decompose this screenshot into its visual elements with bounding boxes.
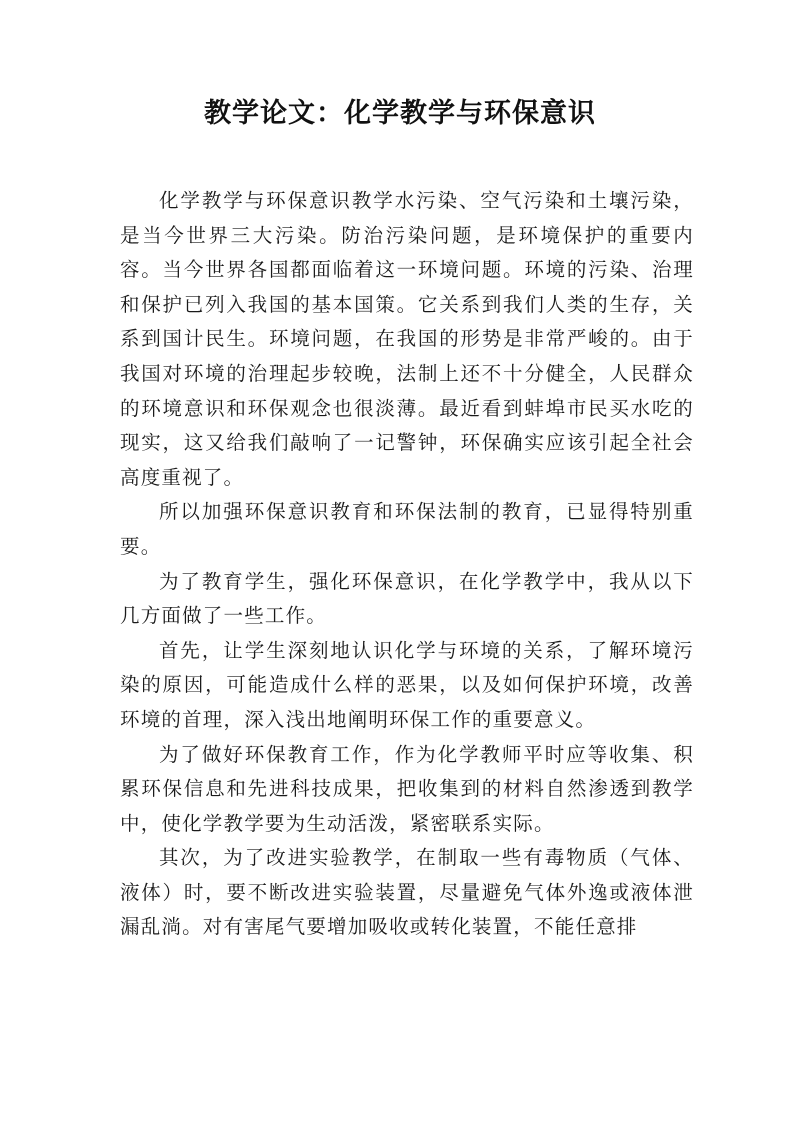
paragraph: 化学教学与环保意识教学水污染、空气污染和土壤污染，是当今世界三大污染。防治污染问题，是环境保护的重要内容。当今世界各国都面临着这一环境问题。环境的污染、治理和保护已列入我国的基本国策。它关系到我们人类的生存，关系到国计民生。环境问题，在我国的形势是非常严峻的。由于我国对环境的治理起步较晚，法制上还不十分健全，人民群众的环境意识和环保观念也很淡薄。最近看到蚌埠市民买水吃的现实，这又给我们敲响了一记警钟，环保确实应该引起全社会高度重视了。 (120, 189, 694, 489)
paragraph: 为了做好环保教育工作，作为化学教师平时应等收集、积累环保信息和先进科技成果，把收集到的材料自然渗透到教学中，使化学教学要为生动活泼，紧密联系实际。 (120, 742, 694, 835)
paragraph: 其次，为了改进实验教学，在制取一些有毒物质（气体、液体）时，要不断改进实验装置，尽量避免气体外逸或液体泄漏乱淌。对有害尾气要增加吸收或转化装置，不能任意排 (120, 846, 694, 939)
paragraph: 为了教育学生，强化环保意识，在化学教学中，我从以下几方面做了一些工作。 (120, 569, 694, 628)
paragraph: 首先，让学生深刻地认识化学与环境的关系，了解环境污染的原因，可能造成什么样的恶果，以及如何保护环境，改善环境的首理，深入浅出地阐明环保工作的重要意义。 (120, 638, 694, 731)
document-title: 教学论文：化学教学与环保意识 (204, 98, 596, 129)
paragraph: 所以加强环保意识教育和环保法制的教育，已显得特别重要。 (120, 500, 694, 558)
document-body (120, 184, 694, 945)
